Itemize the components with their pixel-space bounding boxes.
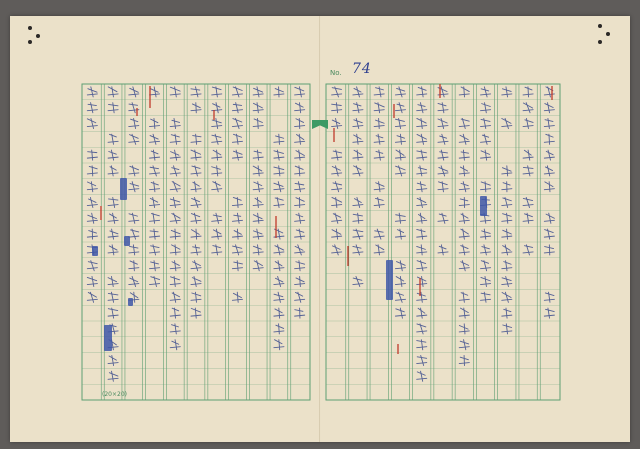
handwritten-character [108,276,118,286]
handwritten-character [87,197,97,207]
handwritten-character [191,87,201,97]
handwritten-character [295,150,305,160]
handwritten-character [129,166,139,176]
handwritten-character [417,229,427,239]
handwritten-character [395,213,405,223]
handwritten-character [129,245,139,255]
handwritten-character [149,276,159,286]
handwritten-character [129,213,139,223]
handwritten-character [544,103,554,113]
handwritten-character [212,245,222,255]
blue-highlight-mark [92,246,98,256]
handwritten-character [253,103,263,113]
handwritten-character [232,103,242,113]
handwritten-character [417,134,427,144]
handwritten-character [108,229,118,239]
handwritten-character [459,213,469,223]
handwritten-character [459,118,469,128]
handwritten-character [149,197,159,207]
blue-highlight-mark [120,178,127,200]
handwritten-character [87,182,97,192]
handwritten-character [523,213,533,223]
handwritten-character [417,261,427,271]
handwritten-character [544,118,554,128]
handwritten-character [374,197,384,207]
handwritten-character [212,166,222,176]
handwritten-character [480,261,490,271]
handwritten-character [149,150,159,160]
handwritten-character [212,118,222,128]
handwritten-character [170,245,180,255]
handwritten-character [544,213,554,223]
handwritten-character [353,197,363,207]
handwritten-character [502,182,512,192]
handwritten-character [523,197,533,207]
handwritten-character [295,276,305,286]
handwritten-character [191,245,201,255]
handwritten-character [129,229,139,239]
handwritten-character [170,87,180,97]
handwritten-character [212,150,222,160]
handwritten-character [502,292,512,302]
handwritten-character [274,182,284,192]
handwritten-character [395,276,405,286]
handwritten-character [149,134,159,144]
handwritten-character [274,166,284,176]
handwritten-character [438,166,448,176]
handwritten-character [87,150,97,160]
handwritten-character [232,118,242,128]
handwritten-character [170,182,180,192]
blue-highlight-mark [128,298,133,306]
handwritten-character [295,213,305,223]
handwritten-character [274,150,284,160]
handwritten-character [353,103,363,113]
handwritten-character [332,182,342,192]
handwritten-character [170,150,180,160]
handwritten-character [149,182,159,192]
handwritten-character [295,118,305,128]
handwritten-character [108,150,118,160]
handwritten-character [274,276,284,286]
handwritten-character [523,87,533,97]
handwritten-character [417,87,427,97]
handwritten-character [274,261,284,271]
handwritten-character [502,166,512,176]
handwritten-character [480,87,490,97]
handwritten-character [129,182,139,192]
handwritten-character [232,261,242,271]
handwritten-character [459,229,469,239]
handwritten-character [129,118,139,128]
handwritten-character [459,355,469,365]
handwritten-character [170,292,180,302]
handwritten-character [417,103,427,113]
handwritten-character [438,103,448,113]
handwritten-character [149,245,159,255]
handwritten-character [523,118,533,128]
handwritten-character [374,182,384,192]
handwritten-character [191,197,201,207]
handwritten-character [170,261,180,271]
handwritten-character [502,87,512,97]
handwritten-character [108,292,118,302]
handwritten-character [129,261,139,271]
handwritten-character [87,229,97,239]
handwritten-character [353,245,363,255]
handwritten-character [212,87,222,97]
handwritten-character [87,213,97,223]
handwritten-character [544,87,554,97]
handwritten-character [191,103,201,113]
handwritten-character [295,292,305,302]
handwritten-character [417,118,427,128]
handwritten-character [87,103,97,113]
handwritten-character [395,134,405,144]
handwritten-character [438,118,448,128]
handwritten-character [332,87,342,97]
handwritten-character [459,150,469,160]
handwritten-character [253,197,263,207]
handwritten-character [191,261,201,271]
handwritten-character [108,308,118,318]
handwritten-character [417,182,427,192]
handwritten-character [232,87,242,97]
handwritten-character [353,166,363,176]
handwritten-character [544,166,554,176]
handwritten-character [170,276,180,286]
handwritten-character [295,245,305,255]
handwritten-character [170,118,180,128]
handwritten-character [544,150,554,160]
handwritten-character [374,150,384,160]
handwritten-character [459,197,469,207]
handwritten-character [232,292,242,302]
handwritten-character [191,134,201,144]
handwritten-character [353,87,363,97]
handwritten-character [149,213,159,223]
handwritten-character [274,340,284,350]
handwritten-character [544,229,554,239]
handwritten-character [274,197,284,207]
handwritten-character [459,245,469,255]
handwritten-character [149,87,159,97]
handwritten-character [502,229,512,239]
handwritten-character [295,261,305,271]
handwritten-character [502,261,512,271]
handwritten-character [374,134,384,144]
handwritten-character [149,118,159,128]
handwritten-character [253,182,263,192]
handwritten-character [108,134,118,144]
blue-highlight-mark [480,196,487,216]
handwritten-character [480,292,490,302]
handwritten-character [395,87,405,97]
handwritten-character [212,134,222,144]
handwritten-character [480,182,490,192]
grid-size-mark: (20×20) [102,391,127,398]
handwritten-character [395,292,405,302]
handwritten-character [170,229,180,239]
handwritten-character [253,150,263,160]
handwritten-character [108,103,118,113]
handwritten-character [395,118,405,128]
handwritten-character [459,261,469,271]
blue-highlight-mark [124,236,130,246]
handwritten-character [191,213,201,223]
handwritten-character [129,134,139,144]
handwritten-character [502,213,512,223]
handwritten-character [253,245,263,255]
handwritten-character [87,166,97,176]
handwritten-character [232,134,242,144]
handwritten-character [212,103,222,113]
handwritten-character [502,245,512,255]
handwritten-character [480,134,490,144]
handwritten-character [170,308,180,318]
handwritten-character [459,87,469,97]
handwritten-character [459,308,469,318]
handwritten-character [274,292,284,302]
handwritten-character [459,134,469,144]
blue-highlight-mark [386,260,393,300]
handwritten-character [253,118,263,128]
handwritten-character [374,229,384,239]
handwritten-character [191,150,201,160]
handwritten-character [274,134,284,144]
handwritten-character [295,134,305,144]
handwritten-character [332,197,342,207]
handwritten-character [212,229,222,239]
handwritten-character [417,166,427,176]
handwritten-character [332,103,342,113]
handwritten-character [459,182,469,192]
page-number: 74 [352,61,372,77]
handwritten-character [417,213,427,223]
handwritten-character [502,118,512,128]
handwritten-character [395,308,405,318]
handwritten-character [480,103,490,113]
handwritten-character [480,276,490,286]
handwritten-character [353,134,363,144]
handwritten-character [502,276,512,286]
handwritten-character [332,166,342,176]
handwritten-character [108,355,118,365]
handwritten-character [438,182,448,192]
handwritten-character [87,292,97,302]
handwritten-character [502,308,512,318]
handwritten-character [374,103,384,113]
handwritten-character [417,150,427,160]
handwritten-character [395,261,405,271]
handwritten-character [417,245,427,255]
handwritten-character [191,182,201,192]
handwritten-character [295,229,305,239]
handwritten-character [417,340,427,350]
handwritten-character [438,134,448,144]
handwritten-character [232,213,242,223]
handwritten-character [295,308,305,318]
handwritten-character [395,150,405,160]
handwritten-character [332,118,342,128]
handwritten-character [417,197,427,207]
handwritten-character [149,229,159,239]
handwritten-character [523,103,533,113]
handwritten-character [253,87,263,97]
handwritten-character [232,229,242,239]
handwritten-character [274,87,284,97]
handwritten-character [417,324,427,334]
handwritten-character [108,197,118,207]
handwritten-character [374,118,384,128]
handwritten-character [544,308,554,318]
handwritten-character [129,276,139,286]
handwritten-character [353,150,363,160]
handwritten-character [395,166,405,176]
handwritten-character [253,261,263,271]
handwritten-character [523,245,533,255]
handwritten-character [232,150,242,160]
handwritten-character [129,87,139,97]
handwritten-character [108,213,118,223]
handwritten-character [191,308,201,318]
handwritten-character [417,371,427,381]
handwritten-character [332,150,342,160]
handwritten-character [253,229,263,239]
handwritten-character [87,87,97,97]
handwritten-character [87,276,97,286]
handwritten-character [170,324,180,334]
handwritten-character [253,166,263,176]
handwritten-character [295,182,305,192]
handwritten-character [108,371,118,381]
handwritten-character [374,245,384,255]
handwritten-character [149,166,159,176]
handwritten-character [544,134,554,144]
handwritten-character [274,245,284,255]
handwritten-character [212,182,222,192]
handwritten-character [191,229,201,239]
handwritten-character [232,245,242,255]
handwritten-character [253,213,263,223]
handwritten-character [438,213,448,223]
handwritten-character [459,166,469,176]
handwritten-character [274,324,284,334]
handwritten-character [212,213,222,223]
page-label: No. [330,69,342,77]
handwritten-character [480,118,490,128]
handwritten-character [374,87,384,97]
handwritten-character [480,150,490,160]
handwritten-character [108,166,118,176]
handwritten-character [395,103,405,113]
handwritten-character [170,197,180,207]
handwritten-character [87,261,97,271]
handwritten-character [353,276,363,286]
handwritten-character [170,134,180,144]
handwritten-character [332,245,342,255]
handwritten-character [170,166,180,176]
handwritten-character [332,229,342,239]
handwritten-character [170,213,180,223]
handwritten-character [232,197,242,207]
handwritten-character [295,166,305,176]
handwritten-character [108,245,118,255]
handwritten-character [149,261,159,271]
handwritten-character [438,245,448,255]
handwritten-character [417,292,427,302]
handwritten-character [395,229,405,239]
handwritten-character [480,229,490,239]
handwritten-character [191,276,201,286]
handwritten-character [170,340,180,350]
handwritten-character [523,166,533,176]
handwritten-character [191,166,201,176]
handwritten-character [544,245,554,255]
handwritten-character [459,340,469,350]
handwritten-character [459,292,469,302]
handwritten-character [191,292,201,302]
handwritten-character [523,150,533,160]
handwritten-character [480,245,490,255]
handwritten-character [353,118,363,128]
handwritten-character [417,308,427,318]
handwritten-character [459,324,469,334]
blue-highlight-mark [104,325,112,351]
handwritten-character [87,118,97,128]
handwritten-character [353,229,363,239]
handwritten-character [502,324,512,334]
handwritten-character [274,308,284,318]
handwritten-character [544,292,554,302]
handwritten-character [295,87,305,97]
handwritten-character [417,355,427,365]
handwritten-character [438,150,448,160]
handwritten-character [417,276,427,286]
handwritten-character [108,87,118,97]
handwritten-character [544,182,554,192]
handwritten-character [295,103,305,113]
handwritten-character [353,213,363,223]
handwritten-character [502,197,512,207]
handwritten-character [295,197,305,207]
handwritten-character [332,213,342,223]
